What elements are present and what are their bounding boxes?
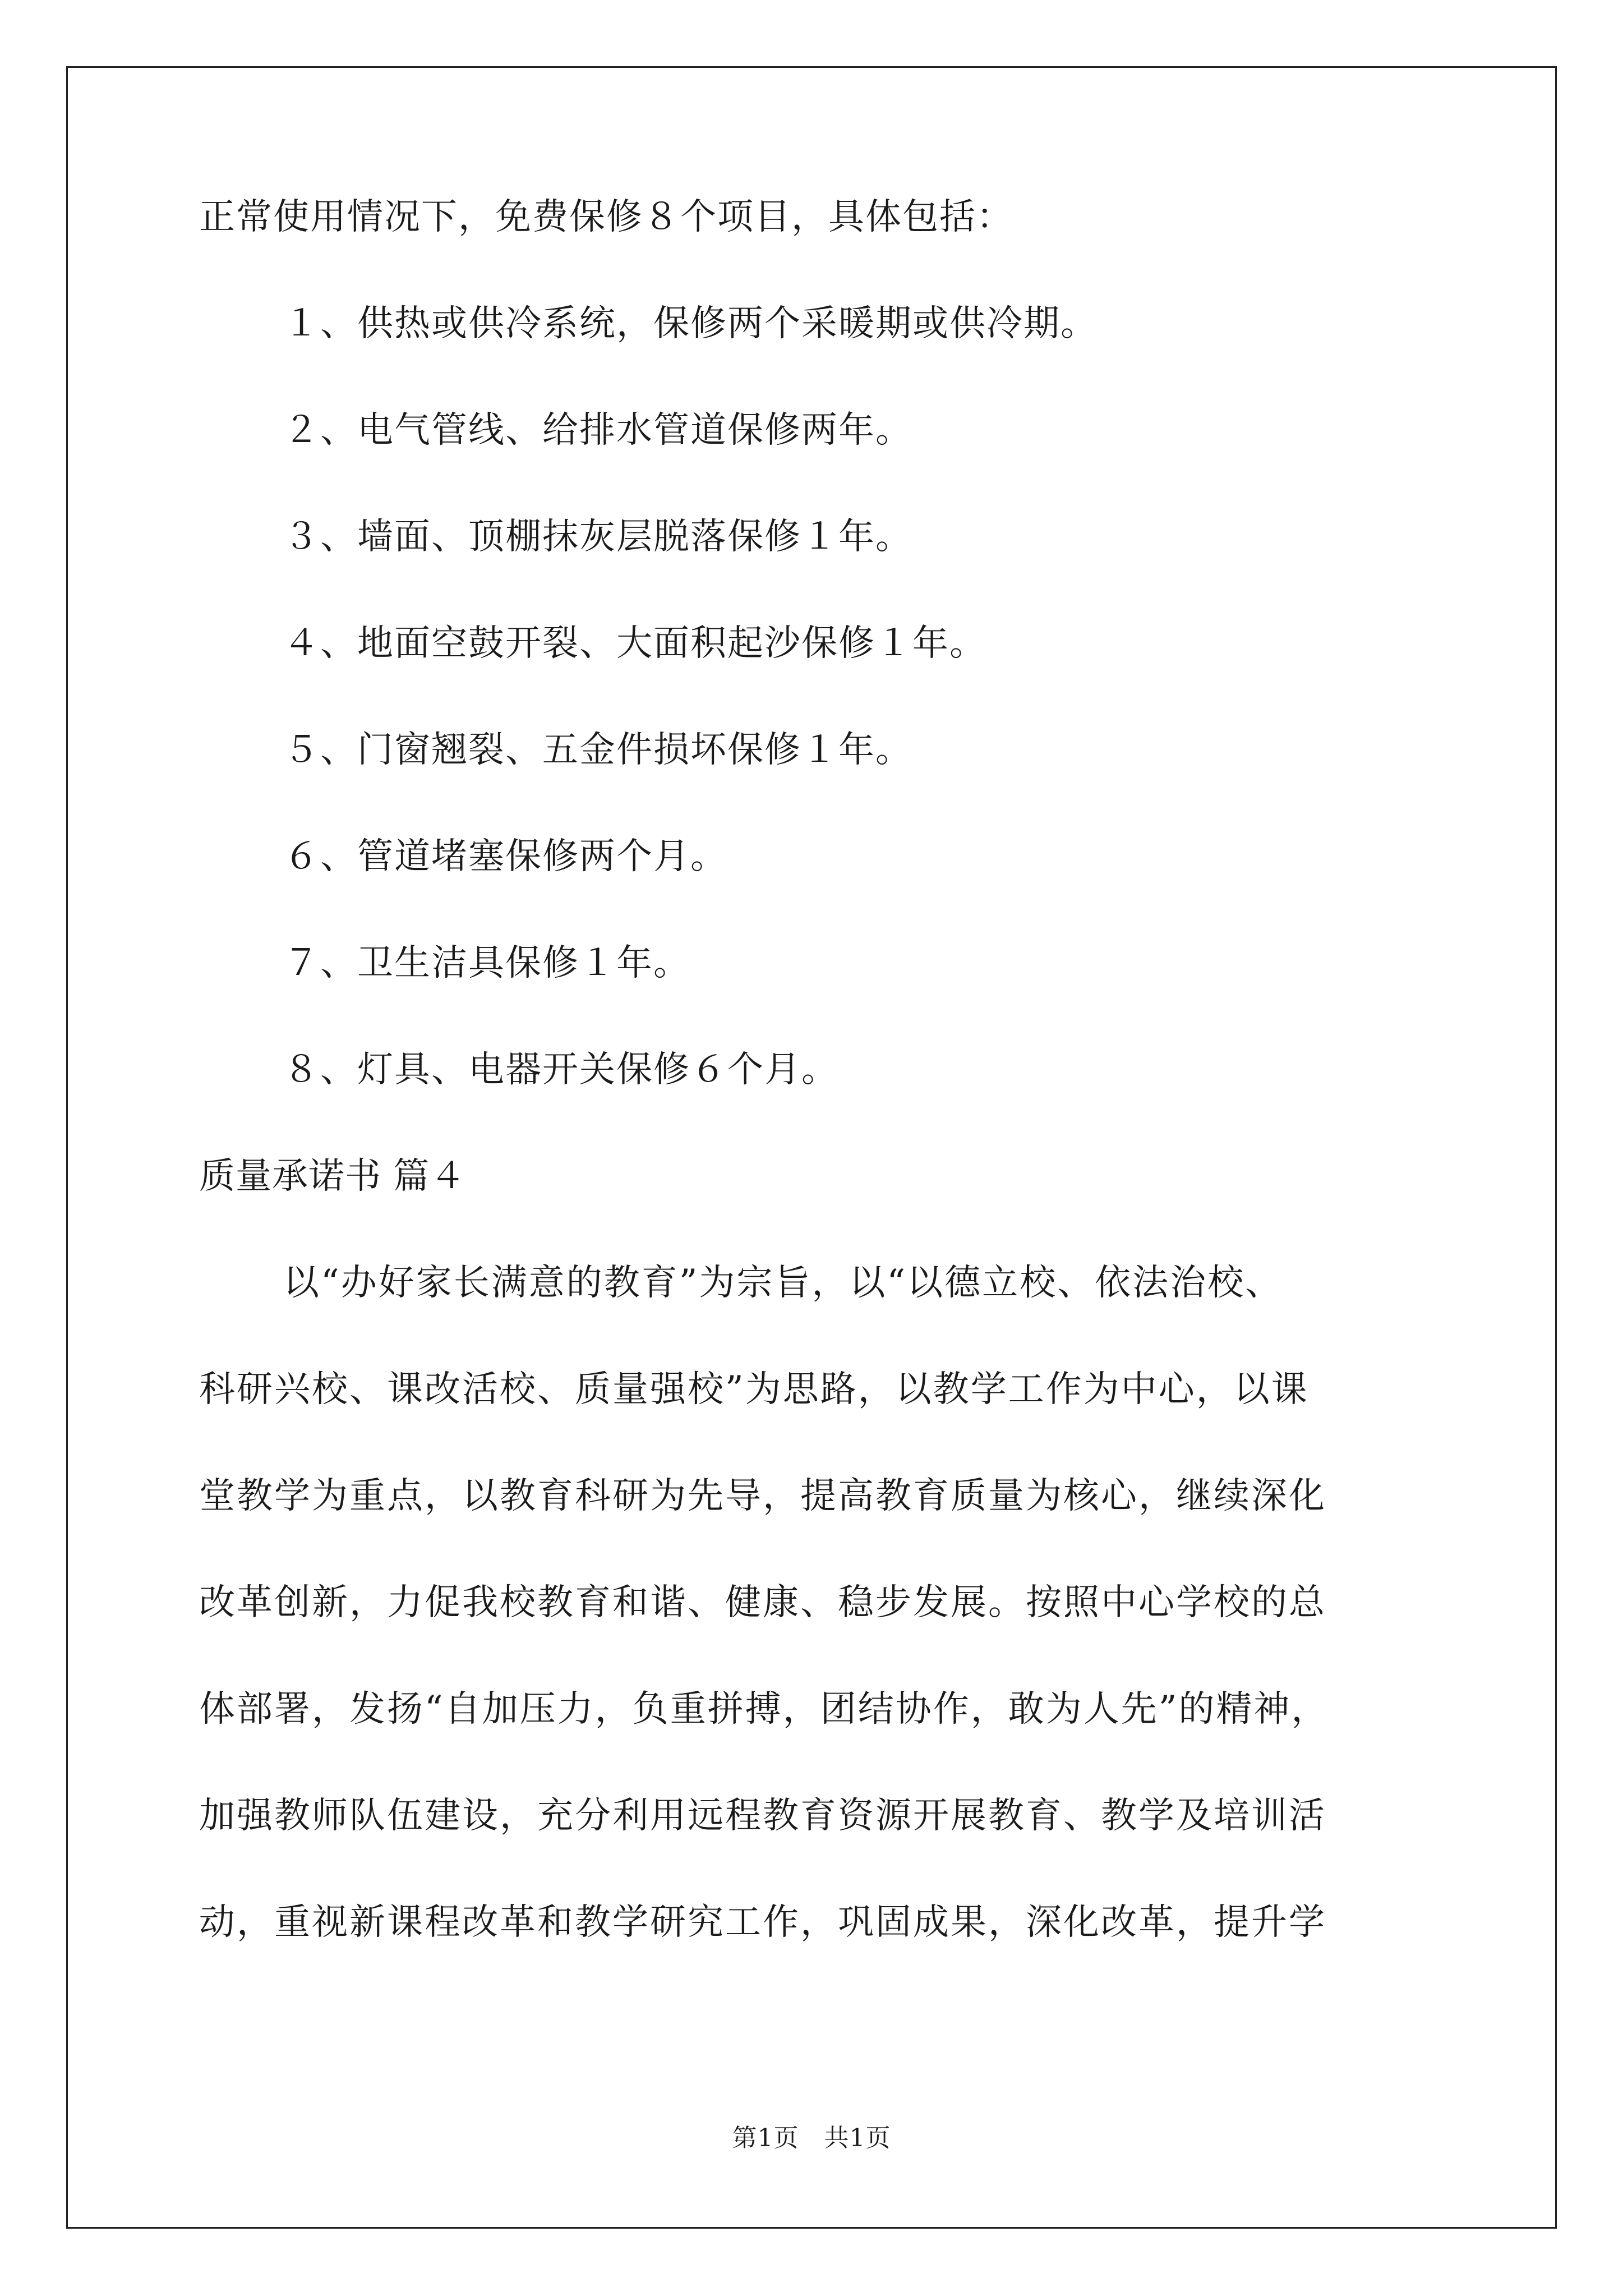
list-item: ５、门窗翘裂、五金件损坏保修１年。 (283, 729, 912, 771)
list-item: ６、管道堵塞保修两个月。 (283, 836, 727, 877)
paragraph-line: 加强教师队伍建设，充分利用远程教育资源开展教育、教学及培训活 (199, 1795, 1326, 1837)
page-footer: 第1页 共1页 (732, 2124, 891, 2152)
list-item: ３、墙面、顶棚抹灰层脱落保修１年。 (283, 516, 912, 558)
paragraph-line: 科研兴校、课改活校、质量强校”为思路，以教学工作为中心，以课 (199, 1369, 1309, 1410)
paragraph-line: 动，重视新课程改革和教学研究工作，巩固成果，深化改革，提升学 (199, 1902, 1326, 1943)
list-item: ７、卫生洁具保修１年。 (283, 942, 690, 984)
list-item: １、供热或供冷系统，保修两个采暖期或供冷期。 (283, 303, 1098, 344)
list-item: ４、地面空鼓开裂、大面积起沙保修１年。 (283, 623, 986, 664)
paragraph-line: 改革创新，力促我校教育和谐、健康、稳步发展。按照中心学校的总 (199, 1582, 1326, 1623)
list-item: ８、灯具、电器开关保修６个月。 (283, 1049, 838, 1091)
paragraph-line: 以“办好家长满意的教育”为宗旨，以“以德立校、依法治校、 (283, 1262, 1283, 1304)
intro-line: 正常使用情况下，免费保修８个项目，具体包括： (199, 196, 1013, 238)
paragraph-line: 堂教学为重点，以教育科研为先导，提高教育质量为核心，继续深化 (199, 1475, 1326, 1517)
document-body (199, 196, 1467, 2011)
paragraph-line: 体部署，发扬“自加压力，负重拼搏，团结协作，敢为人先”的精神， (199, 1688, 1329, 1730)
list-item: ２、电气管线、给排水管道保修两年。 (283, 409, 912, 451)
section-heading: 质量承诺书 篇４ (199, 1156, 467, 1197)
